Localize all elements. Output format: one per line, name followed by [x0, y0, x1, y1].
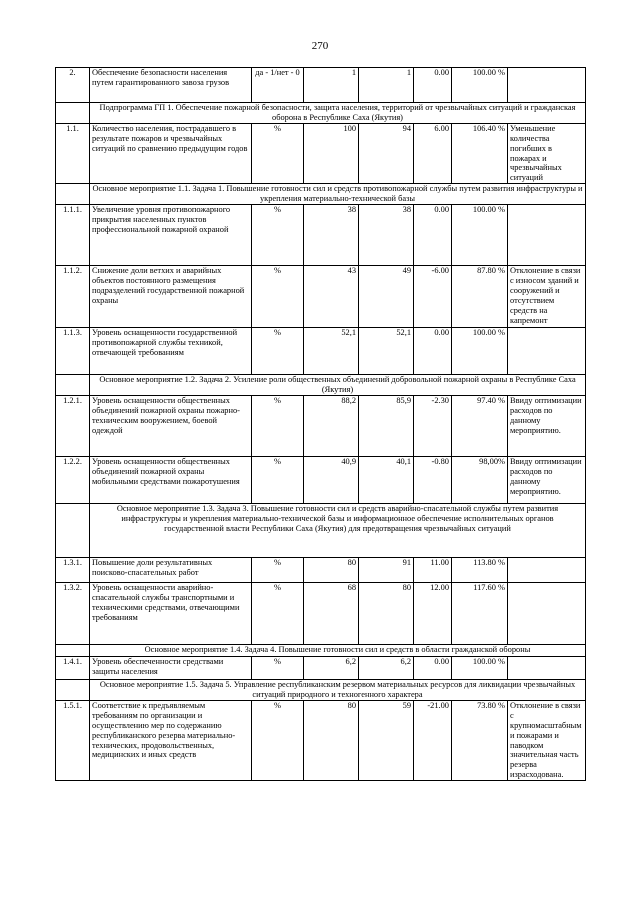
unit-cell: %	[252, 328, 304, 375]
fact-value: 1	[359, 68, 414, 103]
plan-value: 1	[304, 68, 359, 103]
section-row	[56, 679, 586, 700]
row-number: 1.5.1.	[56, 700, 90, 780]
section-row	[56, 375, 586, 396]
indicator-row	[56, 205, 586, 266]
row-number: 1.2.2.	[56, 456, 90, 503]
deviation-value: -2.30	[414, 395, 452, 456]
indicator-name: Повышение доли результативных поисково-спасательных работ	[90, 557, 252, 582]
plan-value: 100	[304, 123, 359, 183]
plan-value: 43	[304, 266, 359, 328]
row-number: 1.3.1.	[56, 557, 90, 582]
table-body	[56, 68, 586, 781]
section-row	[56, 184, 586, 205]
fact-value: 80	[359, 582, 414, 644]
fact-value: 94	[359, 123, 414, 183]
section-row	[56, 103, 586, 124]
fact-value: 59	[359, 700, 414, 780]
deviation-value: 0.00	[414, 205, 452, 266]
indicator-row	[56, 656, 586, 679]
section-title: Основное мероприятие 1.4. Задача 4. Повышение готовности сил и средств в области гражданской обороны	[90, 644, 586, 656]
note-cell	[508, 557, 586, 582]
indicator-name: Увеличение уровня противопожарного прикрытия населенных пунктов профессиональной пожарной охраной	[90, 205, 252, 266]
fact-value: 52,1	[359, 328, 414, 375]
plan-value: 68	[304, 582, 359, 644]
indicator-row	[56, 582, 586, 644]
section-row	[56, 503, 586, 557]
indicator-row	[56, 557, 586, 582]
indicator-row	[56, 700, 586, 780]
plan-value: 38	[304, 205, 359, 266]
indicator-row	[56, 123, 586, 183]
section-row	[56, 644, 586, 656]
indicator-name: Уровень оснащенности государственной противопожарной службы техникой, отвечающей требованиям	[90, 328, 252, 375]
percent-value: 100.00 %	[452, 68, 508, 103]
plan-value: 6,2	[304, 656, 359, 679]
unit-cell: %	[252, 582, 304, 644]
section-spacer	[56, 503, 90, 557]
note-cell: Ввиду оптимизации расходов по данному мероприятию.	[508, 456, 586, 503]
percent-value: 98,00%	[452, 456, 508, 503]
indicator-name: Уровень оснащенности общественных объединений пожарной охраны мобильными средствами пожаротушения	[90, 456, 252, 503]
fact-value: 6,2	[359, 656, 414, 679]
section-title: Основное мероприятие 1.3. Задача 3. Повышение готовности сил и средств аварийно-спасательной службы путем развития инфраструктуры и укрепления материально-технической базы и информационное обеспечение исполнительных органов государственной власти Республики Саха (Якутия) для предотвращения чрезвычайных ситуаций	[90, 503, 586, 557]
unit-cell: %	[252, 266, 304, 328]
deviation-value: -21.00	[414, 700, 452, 780]
note-cell	[508, 328, 586, 375]
unit-cell: %	[252, 700, 304, 780]
section-spacer	[56, 644, 90, 656]
deviation-value: 11.00	[414, 557, 452, 582]
section-title: Основное мероприятие 1.5. Задача 5. Управление республиканским резервом материальных ресурсов для ликвидации чрезвычайных ситуаций природного и техногенного характера	[90, 679, 586, 700]
fact-value: 49	[359, 266, 414, 328]
percent-value: 100.00 %	[452, 656, 508, 679]
deviation-value: -0.80	[414, 456, 452, 503]
note-cell: Уменьшение количества погибших в пожарах и чрезвычайных ситуаций	[508, 123, 586, 183]
fact-value: 38	[359, 205, 414, 266]
plan-value: 88,2	[304, 395, 359, 456]
indicator-row	[56, 395, 586, 456]
unit-cell: да - 1/нет - 0	[252, 68, 304, 103]
percent-value: 106.40 %	[452, 123, 508, 183]
percent-value: 87.80 %	[452, 266, 508, 328]
deviation-value: -6.00	[414, 266, 452, 328]
indicator-row	[56, 68, 586, 103]
fact-value: 40,1	[359, 456, 414, 503]
section-spacer	[56, 184, 90, 205]
row-number: 2.	[56, 68, 90, 103]
section-title: Основное мероприятие 1.1. Задача 1. Повышение готовности сил и средств противопожарной службы путем развития инфраструктуры и укрепления материально-технической базы	[90, 184, 586, 205]
plan-value: 80	[304, 700, 359, 780]
note-cell: Ввиду оптимизации расходов по данному мероприятию.	[508, 395, 586, 456]
indicator-name: Уровень оснащенности общественных объединений пожарной охраны пожарно-техническим вооружением, боевой одеждой	[90, 395, 252, 456]
note-cell: Отклонение в связи с износом зданий и сооружений и отсутствием средств на капремонт	[508, 266, 586, 328]
row-number: 1.1.1.	[56, 205, 90, 266]
section-title: Основное мероприятие 1.2. Задача 2. Усиление роли общественных объединений добровольной пожарной охраны в Республике Саха (Якутия)	[90, 375, 586, 396]
note-cell: Отклонение в связи с крупномасштабным и пожарами и паводком значительная часть резерва израсходована.	[508, 700, 586, 780]
note-cell	[508, 68, 586, 103]
row-number: 1.2.1.	[56, 395, 90, 456]
fact-value: 91	[359, 557, 414, 582]
percent-value: 117.60 %	[452, 582, 508, 644]
row-number: 1.1.2.	[56, 266, 90, 328]
row-number: 1.3.2.	[56, 582, 90, 644]
plan-value: 80	[304, 557, 359, 582]
indicator-name: Соответствие к предъявляемым требованиям по организации и осуществлению мер по содержанию республиканского резерва материально-технических, продовольственных, медицинских и иных средств	[90, 700, 252, 780]
indicator-name: Обеспечение безопасности населения путем гарантированного завоза грузов	[90, 68, 252, 103]
indicator-name: Уровень оснащенности аварийно-спасательной службы транспортными и техническими средствами, отвечающими требованиям	[90, 582, 252, 644]
indicator-row	[56, 328, 586, 375]
indicator-row	[56, 456, 586, 503]
page-number: 270	[311, 40, 329, 52]
indicator-row	[56, 266, 586, 328]
note-cell	[508, 582, 586, 644]
row-number: 1.4.1.	[56, 656, 90, 679]
indicators-table	[55, 67, 586, 781]
unit-cell: %	[252, 456, 304, 503]
unit-cell: %	[252, 395, 304, 456]
plan-value: 52,1	[304, 328, 359, 375]
note-cell	[508, 656, 586, 679]
note-cell	[508, 205, 586, 266]
deviation-value: 0.00	[414, 68, 452, 103]
fact-value: 85,9	[359, 395, 414, 456]
deviation-value: 0.00	[414, 328, 452, 375]
percent-value: 100.00 %	[452, 205, 508, 266]
unit-cell: %	[252, 123, 304, 183]
section-spacer	[56, 375, 90, 396]
section-title: Подпрограмма ГП 1. Обеспечение пожарной безопасности, защита населения, территорий от чрезвычайных ситуаций и гражданская оборона в Республике Саха (Якутия)	[90, 103, 586, 124]
percent-value: 113.80 %	[452, 557, 508, 582]
unit-cell: %	[252, 557, 304, 582]
percent-value: 73.80 %	[452, 700, 508, 780]
unit-cell: %	[252, 205, 304, 266]
deviation-value: 0.00	[414, 656, 452, 679]
section-spacer	[56, 679, 90, 700]
unit-cell: %	[252, 656, 304, 679]
indicator-name: Снижение доли ветхих и аварийных объектов постоянного размещения подразделений государственной пожарной охраны	[90, 266, 252, 328]
deviation-value: 12.00	[414, 582, 452, 644]
row-number: 1.1.	[56, 123, 90, 183]
deviation-value: 6.00	[414, 123, 452, 183]
indicator-name: Уровень обеспеченности средствами защиты населения	[90, 656, 252, 679]
section-spacer	[56, 103, 90, 124]
indicator-name: Количество населения, пострадавшего в результате пожаров и чрезвычайных ситуаций по сравнению предыдущим годов	[90, 123, 252, 183]
percent-value: 97.40 %	[452, 395, 508, 456]
row-number: 1.1.3.	[56, 328, 90, 375]
percent-value: 100.00 %	[452, 328, 508, 375]
plan-value: 40,9	[304, 456, 359, 503]
